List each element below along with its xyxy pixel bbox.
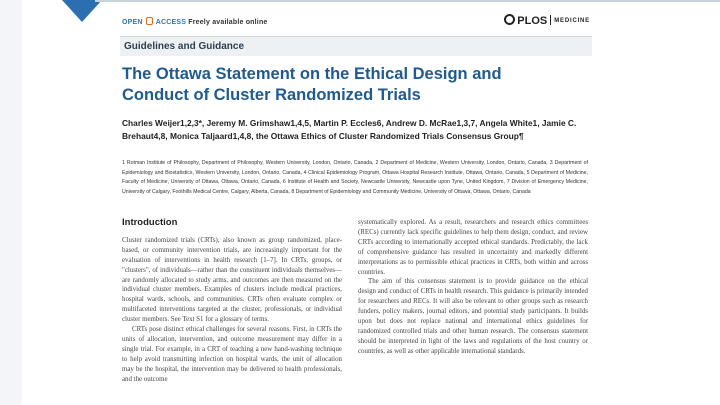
logo-divider [550, 15, 551, 25]
journal-logo-text: PLOS [517, 15, 548, 27]
body-column-right [358, 218, 588, 357]
intro-heading: Introduction [122, 217, 178, 228]
slide-left-bar [0, 0, 22, 405]
affiliations: 1 Rotman Institute of Philosophy, Department of Philosophy, Western University, London, Ontario, Canada, 2 Department of Medicine, Western University, London, Ontario, Canada, 3 Department of Epidemiology and Biostatistics, Western University, London, Ontario, Canada, 4 Clinical Epidemiology Program, Ottawa Hospital Research Institute, Ottawa, Ontario, Canada, 5 Department of Medicine, Faculty of Medicine, University of Ottawa, Ottawa, Ontario, Canada, 6 Institute of Health and Society, Newcastle University, Newcastle upon Tyne, United Kingdom, 7 Division of Emergency Medicine, University of Calgary, Foothills Medical Centre, Calgary, Alberta, Canada, 8 Department of Epidemiology and Community Medicine, University of Ottawa, Ottawa, Ontario, Canada [122, 160, 588, 195]
author-list: Charles Weijer1,2,3*, Jeremy M. Grimshaw1,4,5, Martin P. Eccles6, Andrew D. McRae1,3,7, Angela White1, Jamie C. Brehaut4,8, Monica Taljaard1,4,8, the Ottawa Ethics of Cluster Randomized Trials Consensus Group¶ [122, 118, 577, 141]
slide-accent-triangle [62, 0, 102, 22]
intro-paragraph-2: CRTs pose distinct ethical challenges for several reasons. First, in CRTs the units of allocation, intervention, and outcome measurement may differ in a single trial. For example, in a CRT of teaching a new hand-washing technique to help avoid transmitting infection on hospital wards, the unit of allocation may be the hospital, the intervention may be delivered to health professionals, and the outcome [122, 326, 342, 383]
access-label: ACCESS [155, 19, 187, 26]
section-band [120, 36, 592, 56]
right-paragraph-1: systematically explored. As a result, researchers and research ethics committees (RECs) currently lack specific guidelines to help them design, conduct, and review CRTs according to internationally accepted ethical standards. Predictably, the lack of comprehensive guidance has resulted in uncertainty and markedly different interpretations as to permissible ethical practices in CRTs, both within and across countries. [358, 219, 588, 276]
journal-suffix: MEDICINE [554, 18, 590, 24]
body-column-left [122, 218, 342, 385]
journal-logo [504, 14, 590, 27]
open-label: OPEN [122, 19, 143, 26]
journal-header [122, 14, 590, 32]
intro-paragraph-1: Cluster randomized trials (CRTs), also known as group randomized, place-based, or community intervention trials, are increasingly important for the evaluation of interventions in health research [1–7]. In CRTs, groups, or "clusters", of individuals—rather than the constituent individuals themselves—are randomly allocated to study arms, and outcomes are then measured on the individual cluster members. Examples of clusters include medical practices, hospital wards, schools, and communities. CRTs often evaluate complex or multifaceted interventions targeted at the cluster, professionals, or individual cluster members. See Text S1 for a glossary of terms. [122, 236, 342, 324]
open-access-badge [122, 17, 268, 26]
slide-top-rule [95, 0, 720, 2]
right-paragraph-2: The aim of this consensus statement is to provide guidance on the ethical design and conduct of CRTs in health research. This guidance is primarily intended for researchers and RECs. It will also be relevant to other groups such as research funders, policy makers, journal editors, and potential study participants. It builds upon but does not replace national and international ethics guidelines for randomized controlled trials and other human research. The consensus statement should be interpreted in light of the laws and regulations of the host country or countries, as well as other applicable international standards. [358, 278, 588, 355]
article-title: The Ottawa Statement on the Ethical Design and Conduct of Cluster Randomized Trials [122, 65, 502, 104]
open-lock-icon [146, 17, 153, 25]
article-page [110, 6, 592, 405]
plos-globe-icon [504, 14, 515, 25]
free-online-label: Freely available online [188, 19, 268, 26]
section-label: Guidelines and Guidance [124, 41, 245, 52]
